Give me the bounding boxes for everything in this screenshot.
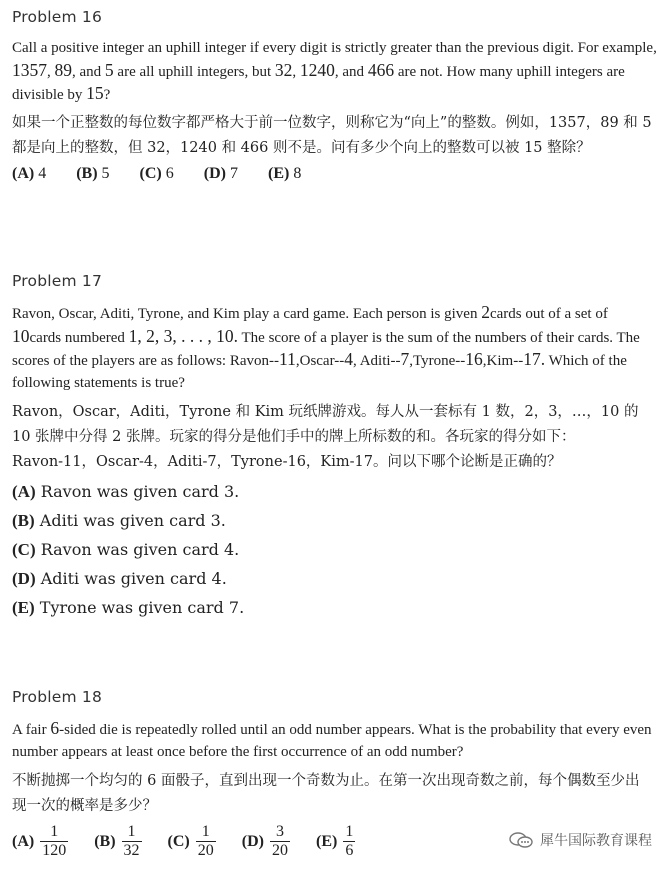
option-e[interactable] (316, 823, 355, 860)
math-number: 1357 (12, 59, 47, 80)
option-label: (D) (241, 832, 264, 850)
option-label: (A) (12, 832, 35, 850)
option-text: Ravon was given card 4. (40, 540, 240, 559)
math-number: 89 (54, 59, 72, 80)
watermark-text: 犀牛国际教育课程 (540, 833, 652, 849)
text-segment: Call a positive integer an uphill integer if every digit is strictly greater than the previous digit. For example, (12, 40, 657, 56)
numerator: 1 (196, 823, 216, 842)
math-number: 1240 (299, 59, 335, 80)
option-label: (E) (315, 832, 338, 850)
text-segment: -sided die is repeatedly rolled until an odd number appears. What is the probability that every even number appears at least once before the first occurrence of an odd number? (12, 722, 652, 760)
text-segment: Which of the following statements is true? (12, 353, 627, 391)
option-value: 6 (165, 164, 174, 182)
option-label: (D) (203, 164, 226, 182)
option-c[interactable] (12, 535, 660, 564)
problem-17-english (12, 302, 660, 394)
fraction (122, 823, 142, 860)
problem-17-chinese-1: Ravon，Oscar，Aditi，Tyrone 和 Kim 玩纸牌游戏。每人从一套标有 1 数，2，3，…，10 的 10 张牌中分得 2 张牌。玩家的得分是他们手中的牌上所标数的和。各玩家的得分如下： (12, 404, 639, 445)
denominator: 20 (271, 842, 288, 859)
option-label: (A) (12, 482, 36, 501)
chat-bubbles-icon (508, 831, 534, 849)
watermark (508, 830, 652, 850)
option-label: (C) (139, 164, 162, 182)
fraction (270, 823, 290, 860)
option-e[interactable] (12, 593, 660, 622)
option-value: 4 (38, 164, 47, 182)
option-b[interactable] (12, 506, 660, 535)
option-d[interactable] (12, 564, 660, 593)
math-sequence: 1, 2, 3, . . . , 10. (128, 325, 239, 346)
option-c[interactable] (168, 823, 216, 860)
option-label: (C) (12, 540, 36, 559)
text-segment: ,Tyrone-- (409, 353, 466, 369)
text-segment: , Aditi-- (353, 353, 401, 369)
option-text: Aditi was given card 4. (40, 569, 227, 588)
text-segment: ? (103, 87, 111, 103)
denominator: 6 (345, 842, 354, 859)
option-value: 7 (229, 164, 238, 182)
option-a[interactable] (12, 477, 660, 506)
problem-18-chinese: 不断抛掷一个均匀的 6 面骰子，直到出现一个奇数为止。在第一次出现奇数之前，每个偶数至少出现一次的概率是多少？ (12, 773, 640, 814)
problem-16-chinese: 如果一个正整数的每位数字都严格大于前一位数字，则称它为“向上”的整数。例如，1357，89 和 5 都是向上的整数，但 32，1240 和 466 则不是。问有多少个向上的整数可以被 15 整除？ (12, 114, 652, 156)
option-d[interactable] (242, 823, 290, 860)
option-e[interactable] (268, 165, 301, 183)
option-a[interactable] (12, 823, 68, 860)
option-label: (A) (12, 164, 35, 182)
fraction (343, 823, 355, 860)
text-segment: The score of a player is the sum of the numbers of their cards. The scores of the players are as follows: Ravon-- (12, 329, 640, 369)
option-c[interactable] (140, 165, 174, 183)
numerator: 1 (122, 823, 142, 842)
problem-16-options (12, 165, 660, 183)
numerator: 1 (40, 823, 68, 842)
math-number: 17. (523, 349, 546, 369)
option-text: Ravon was given card 3. (40, 482, 240, 501)
option-label: (E) (267, 164, 290, 182)
denominator: 32 (123, 842, 140, 859)
math-number: 466 (367, 59, 395, 80)
option-label: (B) (76, 164, 98, 182)
text-segment: A fair (12, 722, 51, 738)
text-segment: cards out of a set of (489, 306, 608, 322)
option-b[interactable] (76, 165, 109, 183)
option-d[interactable] (204, 165, 238, 183)
option-value: 8 (293, 164, 302, 182)
text-segment: are not. How many uphill integers are divisible by (12, 63, 625, 103)
math-number: 16 (465, 349, 483, 369)
math-number: 7 (400, 349, 410, 369)
text-segment: ,Oscar-- (295, 353, 345, 369)
math-number: 32 (274, 59, 293, 80)
option-label: (E) (12, 598, 35, 617)
numerator: 1 (345, 823, 354, 840)
text-segment: are all uphill integers, but (113, 63, 275, 80)
problem-18-english (12, 718, 660, 763)
problem-17-options (12, 477, 660, 622)
problem-18-title: Problem 18 (12, 688, 103, 706)
math-number: 5 (104, 59, 114, 80)
problem-17-title: Problem 17 (12, 272, 103, 290)
option-label: (C) (167, 832, 190, 850)
option-text: Tyrone was given card 7. (39, 598, 245, 617)
denominator: 20 (197, 842, 214, 859)
problem-16-title: Problem 16 (12, 8, 103, 26)
option-value: 5 (101, 164, 110, 182)
option-label: (B) (12, 511, 35, 530)
option-a[interactable] (12, 165, 46, 183)
math-number: 11 (279, 349, 296, 369)
math-number: 10 (12, 325, 30, 346)
fraction (196, 823, 216, 860)
text-segment: Ravon, Oscar, Aditi, Tyrone, and Kim play a card game. Each person is given (12, 306, 482, 322)
denominator: 120 (42, 842, 67, 859)
problem-17-chinese-2: Ravon-11，Oscar-4，Aditi-7，Tyrone-16，Kim-17。问以下哪个论断是正确的？ (12, 454, 562, 470)
option-label: (B) (94, 832, 116, 850)
option-label: (D) (12, 569, 36, 588)
numerator: 3 (270, 823, 290, 842)
problem-16 (12, 8, 660, 183)
math-number: 6 (50, 718, 60, 738)
problem-17 (12, 272, 660, 622)
option-text: Aditi was given card 3. (39, 511, 226, 530)
problem-16-english: Call a positive integer an uphill integer if every digit is strictly greater than the previous digit. For example, 1357, 89, and 5 are all uphill integers, but 32, 1240, and 466 are not. How many uphill integers are divisible by 15? (12, 40, 657, 103)
text-segment: ,Kim-- (482, 353, 524, 369)
fraction (40, 823, 68, 860)
math-number: 15 (86, 83, 104, 103)
math-number: 4 (344, 349, 354, 369)
math-number: 2 (481, 302, 490, 322)
option-b[interactable] (94, 823, 141, 860)
text-segment: cards numbered (29, 329, 129, 346)
